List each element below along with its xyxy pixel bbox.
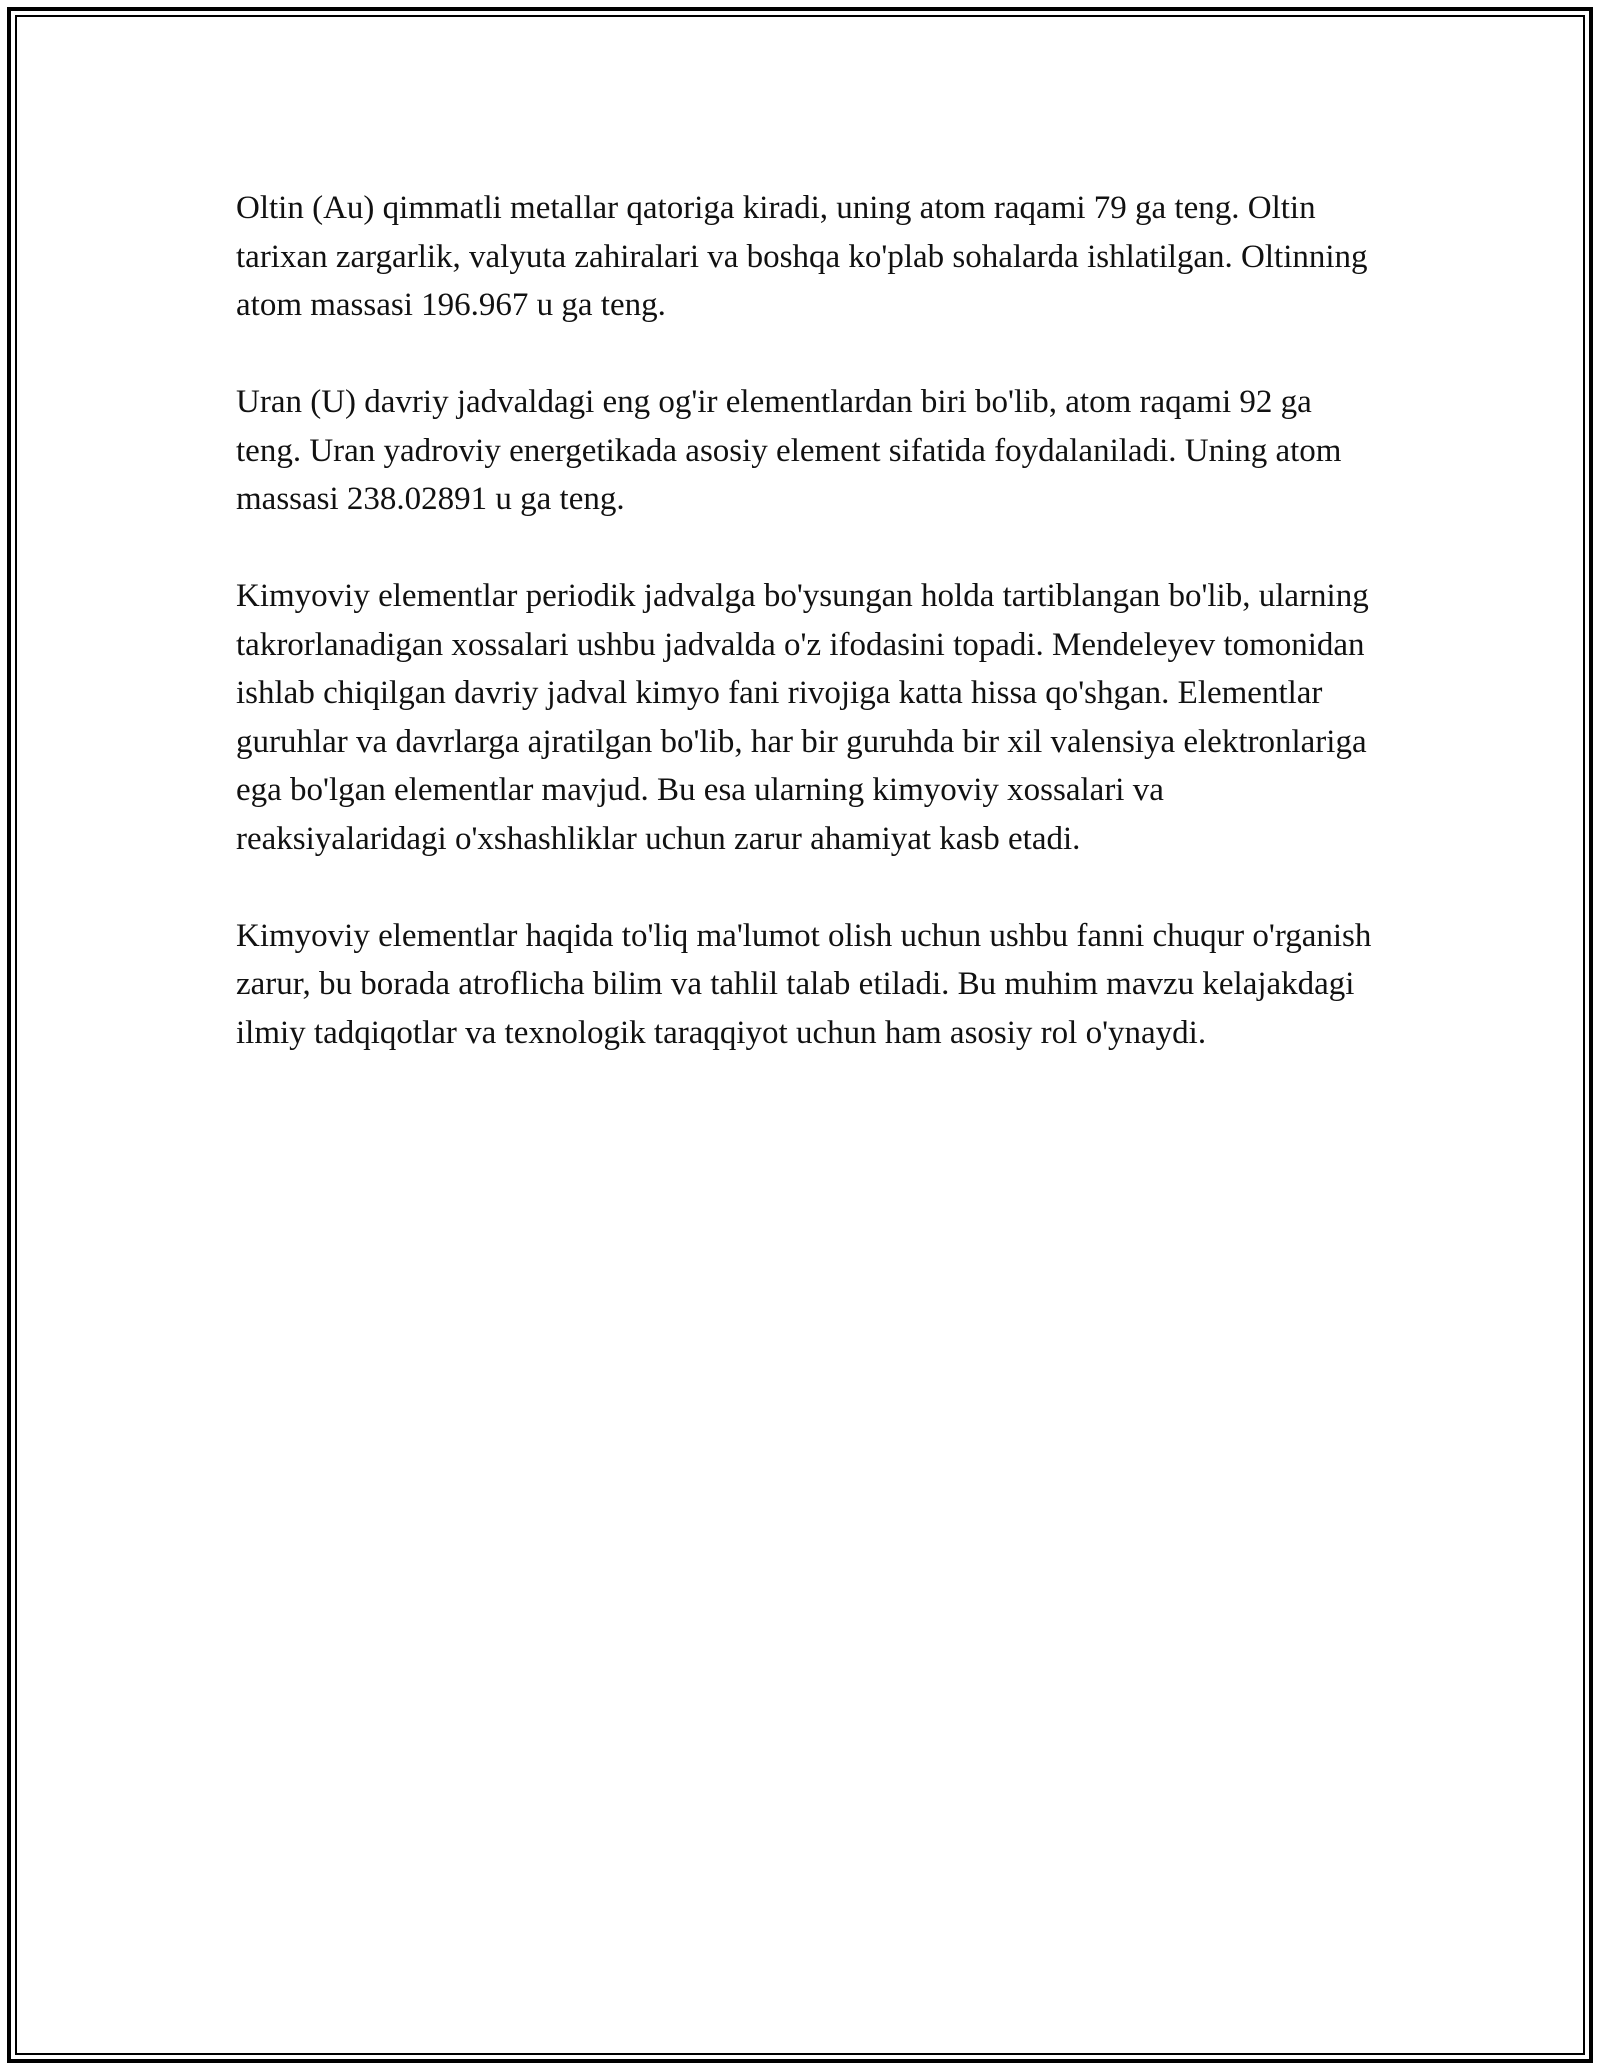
paragraph-gold: Oltin (Au) qimmatli metallar qatoriga kiradi, uning atom raqami 79 ga teng. Oltin tarixan zargarlik, valyuta zahiralari va boshqa ko'plab sohalarda ishlatilgan. Oltinning atom massasi 196.967 u ga teng. bbox=[236, 190, 1368, 323]
paragraph-conclusion: Kimyoviy elementlar haqida to'liq ma'lumot olish uchun ushbu fanni chuqur o'rganish zarur, bu borada atroflicha bilim va tahlil talab etiladi. Bu muhim mavzu kelajakdagi ilmiy tadqiqotlar va texnologik taraqqiyot uchun ham asosiy rol o'ynaydi. bbox=[236, 917, 1372, 1051]
paragraph-periodic-table: Kimyoviy elementlar periodik jadvalga bo'ysungan holda tartiblangan bo'lib, ularning takrorlanadigan xossalari ushbu jadvalda o'z ifodasini topadi. Mendeleyev tomonidan ishlab chiqilgan davriy jadval kimyo fani rivojiga katta hissa qo'shgan. Elementlar guruhlar va davrlarga ajratilgan bo'lib, har bir guruhda bir xil valensiya elektronlariga ega bo'lgan elementlar mavjud. Bu esa ularning kimyoviy xossalari va reaksiyalaridagi o'xshashliklar uchun zarur ahamiyat kasb etadi. bbox=[236, 578, 1369, 857]
paragraph-uranium: Uran (U) davriy jadvaldagi eng og'ir elementlardan biri bo'lib, atom raqami 92 ga teng. Uran yadroviy energetikada asosiy element sifatida foydalaniladi. Uning atom massasi 238.02891 u ga teng. bbox=[236, 384, 1342, 517]
document-body bbox=[236, 184, 1376, 1106]
